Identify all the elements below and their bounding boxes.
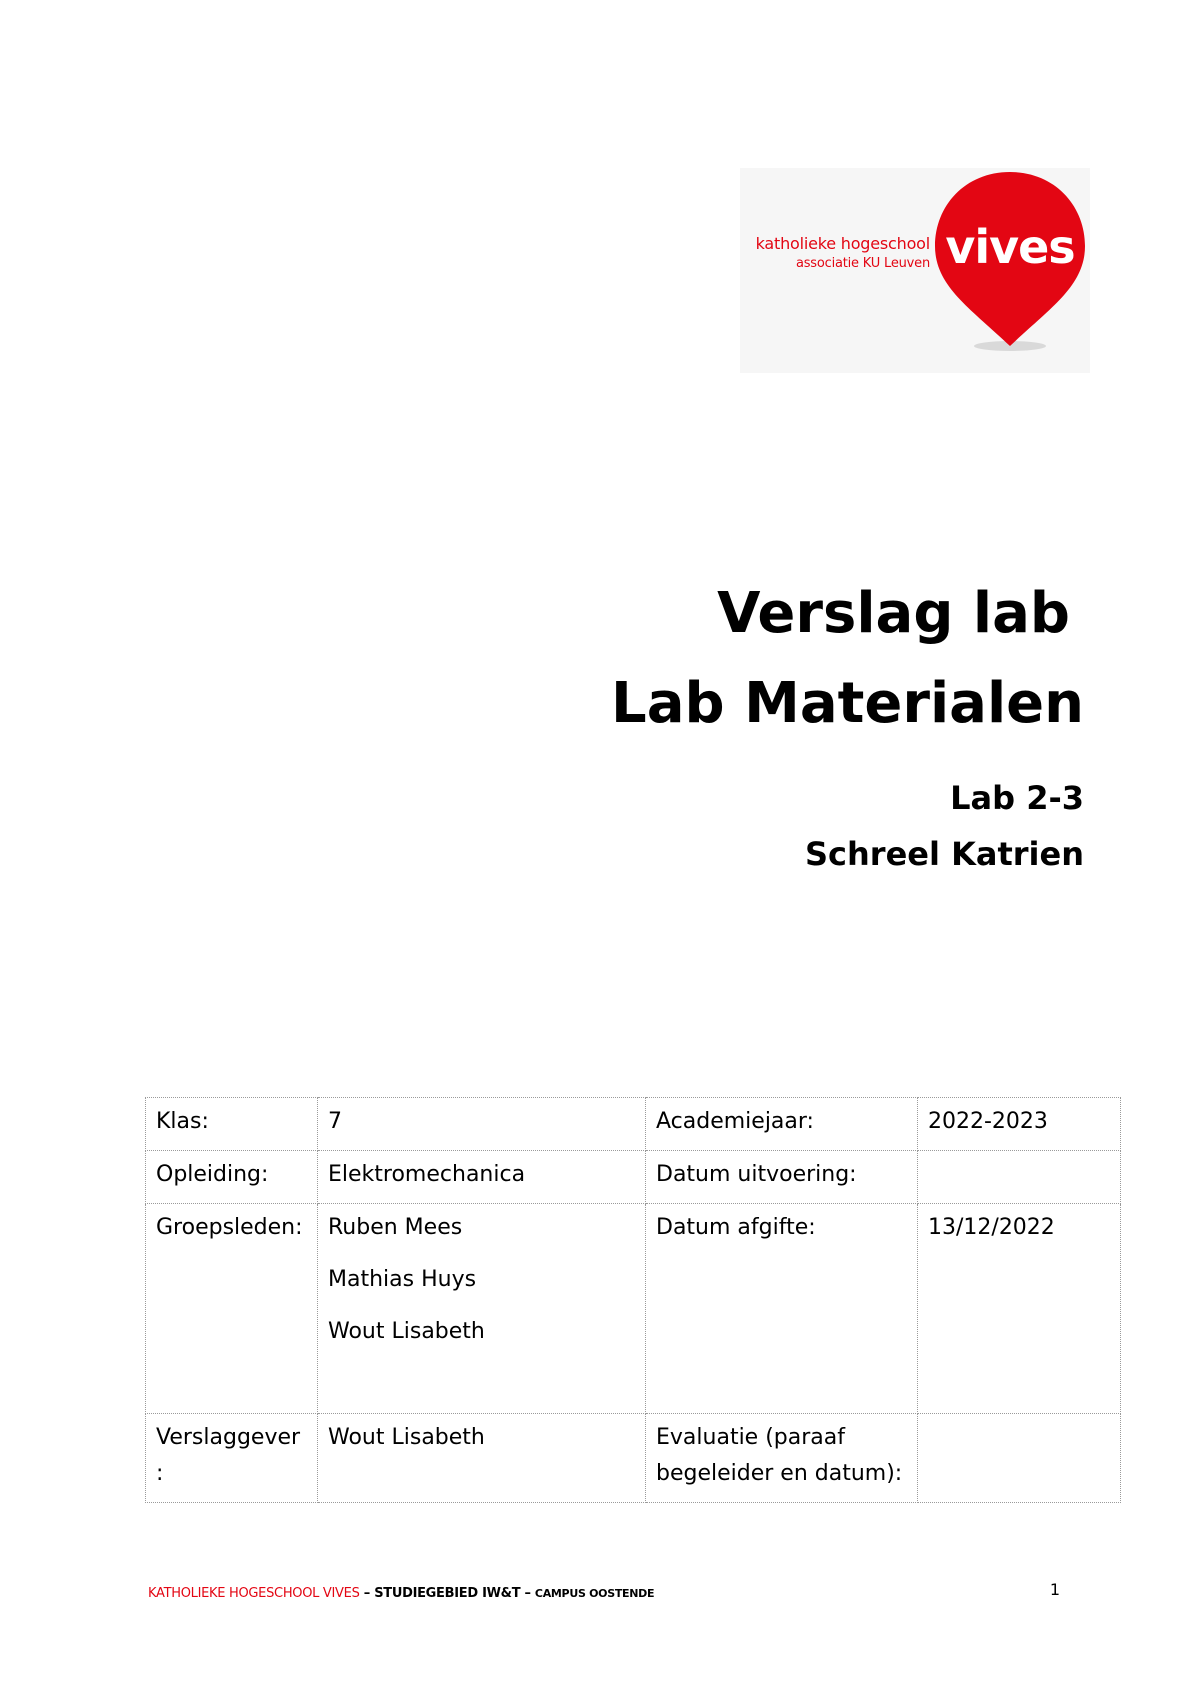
table-row bbox=[146, 1151, 1121, 1204]
table-row bbox=[146, 1204, 1121, 1414]
footer-campus: CAMPUS OOSTENDE bbox=[534, 1587, 655, 1600]
groepsleden-list bbox=[318, 1204, 646, 1414]
klas-value: 7 bbox=[318, 1098, 646, 1151]
evaluatie-label-line2: begeleider en datum): bbox=[656, 1461, 903, 1486]
datum-uitvoering-label: Datum uitvoering: bbox=[646, 1151, 918, 1204]
verslaggever-label: Verslaggever: bbox=[146, 1414, 318, 1503]
evaluatie-value bbox=[918, 1414, 1121, 1503]
group-member: Mathias Huys bbox=[328, 1267, 477, 1292]
logo-institution-text: katholieke hogeschool bbox=[755, 234, 930, 253]
title-block bbox=[611, 576, 1084, 882]
lab-number: Lab 2-3 bbox=[950, 779, 1084, 817]
teacher-name: Schreel Katrien bbox=[804, 835, 1084, 873]
table-row bbox=[146, 1098, 1121, 1151]
klas-label: Klas: bbox=[146, 1098, 318, 1151]
footer-separator: – bbox=[359, 1586, 375, 1601]
logo-wordmark: vives bbox=[945, 220, 1075, 274]
group-member: Wout Lisabeth bbox=[328, 1319, 485, 1344]
opleiding-value: Elektromechanica bbox=[318, 1151, 646, 1204]
academiejaar-value: 2022-2023 bbox=[918, 1098, 1121, 1151]
report-title: Verslag lab bbox=[717, 581, 1070, 646]
footer-institution: KATHOLIEKE HOGESCHOOL VIVES bbox=[148, 1586, 360, 1601]
course-title: Lab Materialen bbox=[611, 671, 1084, 736]
logo-association-text: associatie KU Leuven bbox=[795, 256, 930, 271]
datum-uitvoering-value bbox=[918, 1151, 1121, 1204]
report-info-table bbox=[145, 1097, 1121, 1503]
evaluatie-label bbox=[646, 1414, 918, 1503]
opleiding-label: Opleiding: bbox=[146, 1151, 318, 1204]
page-footer bbox=[148, 1582, 1060, 1608]
page-number: 1 bbox=[1049, 1580, 1060, 1599]
evaluatie-label-line1: Evaluatie (paraaf bbox=[656, 1425, 845, 1450]
logo-pin-icon bbox=[930, 168, 1090, 373]
datum-afgifte-value: 13/12/2022 bbox=[918, 1204, 1121, 1414]
vives-logo bbox=[740, 168, 1090, 373]
footer-separator: – bbox=[520, 1586, 535, 1601]
verslaggever-value: Wout Lisabeth bbox=[318, 1414, 646, 1503]
academiejaar-label: Academiejaar: bbox=[646, 1098, 918, 1151]
datum-afgifte-label: Datum afgifte: bbox=[646, 1204, 918, 1414]
group-member: Ruben Mees bbox=[328, 1215, 463, 1240]
footer-department: STUDIEGEBIED IW&T bbox=[374, 1586, 521, 1601]
table-row bbox=[146, 1414, 1121, 1503]
groepsleden-label: Groepsleden: bbox=[146, 1204, 318, 1414]
